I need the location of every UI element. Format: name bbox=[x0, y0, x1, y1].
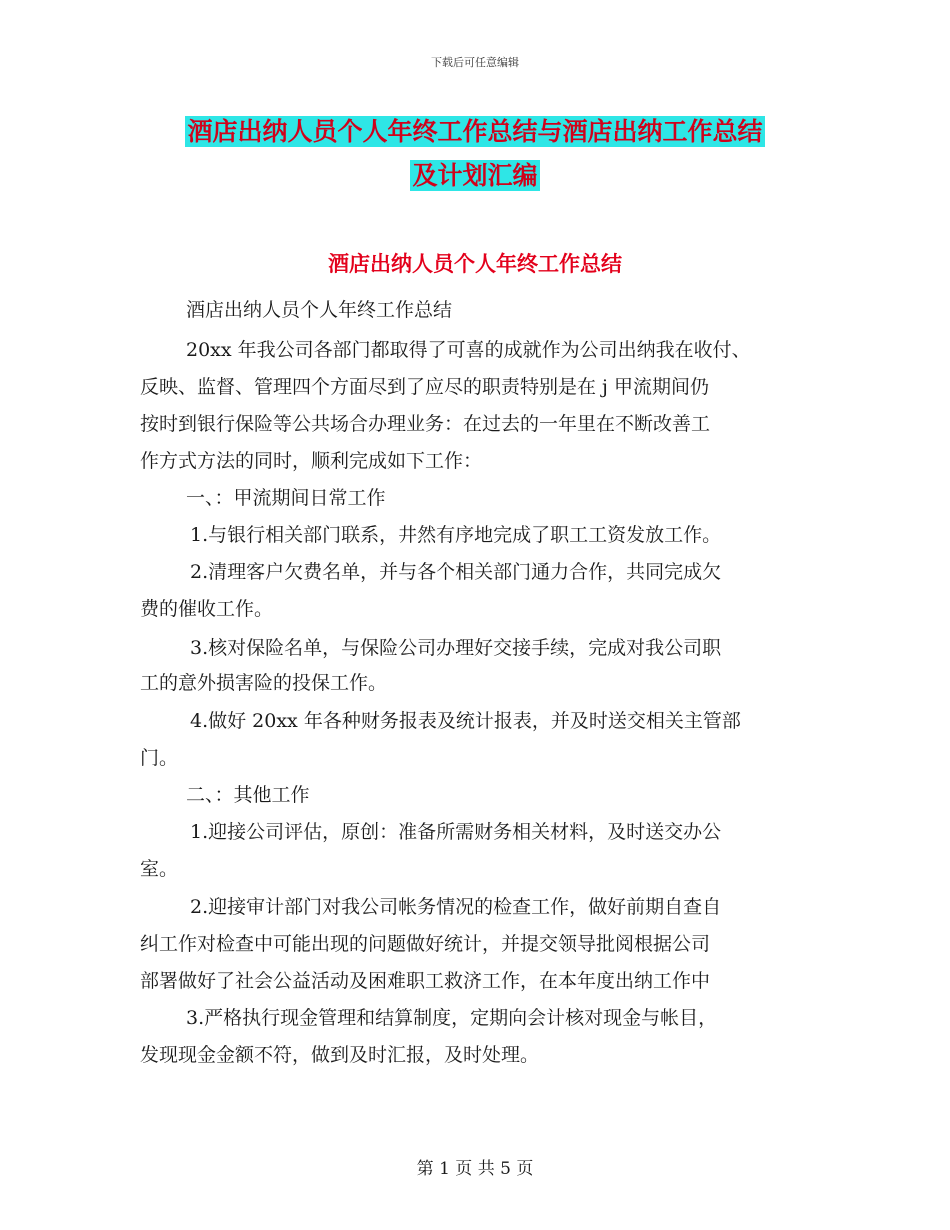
list-item-continuation: 费的催收工作。 bbox=[140, 598, 274, 620]
document-title-line-2-text: 及计划汇编 bbox=[412, 161, 538, 190]
list-item-continuation: 室。 bbox=[140, 858, 179, 880]
list-item: 1.迎接公司评估，原创：准备所需财务相关材料，及时送交办公 bbox=[190, 821, 722, 843]
paragraph-line: 按时到银行保险等公共场合办理业务：在过去的一年里在不断改善工 bbox=[140, 413, 711, 435]
page-footer: 第 1 页 共 5 页 bbox=[416, 1159, 534, 1179]
body-heading-line: 酒店出纳人员个人年终工作总结 bbox=[186, 299, 453, 321]
list-item: 4.做好 20xx 年各种财务报表及统计报表，并及时送交相关主管部 bbox=[190, 710, 741, 732]
list-item: 2.迎接审计部门对我公司帐务情况的检查工作，做好前期自查自 bbox=[190, 896, 722, 918]
document-title-line-2 bbox=[0, 156, 950, 196]
paragraph-line: 反映、监督、管理四个方面尽到了应尽的职责特别是在 j 甲流期间仍 bbox=[140, 376, 709, 398]
header-note: 下载后可任意编辑 bbox=[431, 56, 519, 69]
list-item-continuation: 门。 bbox=[140, 747, 179, 769]
list-item: 3.严格执行现金管理和结算制度，定期向会计核对现金与帐目， bbox=[186, 1007, 718, 1029]
list-item-continuation: 部署做好了社会公益活动及困难职工救济工作，在本年度出纳工作中 bbox=[140, 970, 711, 992]
list-item: 1.与银行相关部门联系，井然有序地完成了职工工资发放工作。 bbox=[190, 524, 722, 546]
list-item: 2.清理客户欠费名单，并与各个相关部门通力合作，共同完成欠 bbox=[190, 561, 722, 583]
list-item-continuation: 发现现金金额不符，做到及时汇报，及时处理。 bbox=[140, 1044, 540, 1066]
document-title-line-1 bbox=[0, 112, 950, 152]
document-title-line-1-text: 酒店出纳人员个人年终工作总结与酒店出纳工作总结 bbox=[187, 117, 763, 146]
list-item-continuation: 纠工作对检查中可能出现的问题做好统计，并提交领导批阅根据公司 bbox=[140, 933, 711, 955]
list-heading: 二、：其他工作 bbox=[186, 784, 310, 806]
list-item: 3.核对保险名单，与保险公司办理好交接手续，完成对我公司职 bbox=[190, 637, 722, 659]
list-item-continuation: 工的意外损害险的投保工作。 bbox=[140, 672, 388, 694]
section-title: 酒店出纳人员个人年终工作总结 bbox=[328, 252, 622, 276]
paragraph-line: 20xx 年我公司各部门都取得了可喜的成就作为公司出纳我在收付、 bbox=[186, 339, 751, 361]
list-heading: 一、：甲流期间日常工作 bbox=[186, 487, 386, 509]
paragraph-line: 作方式方法的同时，顺利完成如下工作： bbox=[140, 450, 483, 472]
